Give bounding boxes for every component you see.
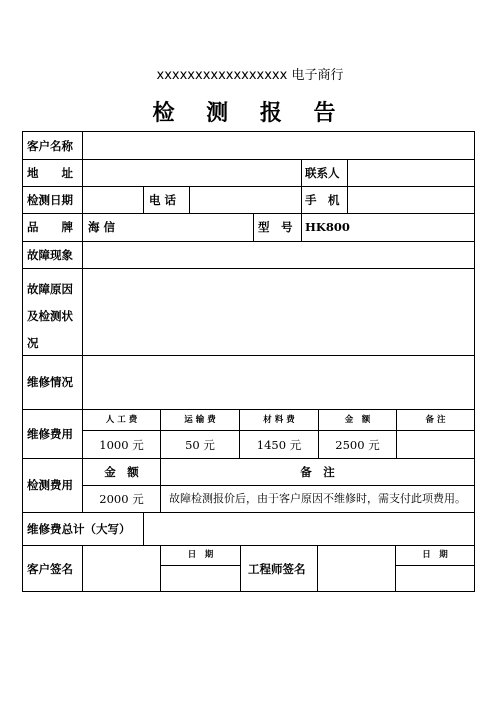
test-amount-header: 金 额 (104, 464, 139, 479)
customer-sign-field[interactable] (83, 545, 160, 592)
test-amount-value: 2000 元 (99, 492, 144, 506)
labor-cost-header: 人 工 费 (105, 414, 138, 425)
mobile-label: 手 机 (305, 192, 340, 207)
transport-cost-header: 运 输 费 (184, 414, 216, 425)
material-cost-value: 1450 元 (256, 437, 302, 452)
repair-label: 维修情况 (27, 375, 73, 389)
engineer-sign-label: 工程师签名 (248, 561, 306, 576)
date-label-1: 日 期 (187, 550, 214, 560)
phone-field[interactable] (190, 186, 301, 213)
address-field[interactable] (83, 159, 301, 186)
material-cost-header: 材 料 费 (263, 414, 295, 425)
contact-field[interactable] (348, 159, 474, 186)
repair-note-value[interactable] (397, 431, 474, 458)
contact-label: 联系人 (305, 165, 340, 180)
customer-sign-label: 客户签名 (27, 561, 73, 576)
labor-cost-value: 1000 元 (99, 437, 144, 452)
test-note-header: 备 注 (300, 464, 335, 479)
repair-field[interactable] (83, 355, 474, 409)
test-cost-label: 检测费用 (27, 478, 73, 492)
brand-label: 品 牌 (27, 220, 73, 234)
brand-value: 海 信 (88, 220, 116, 234)
model-label: 型 号 (258, 220, 293, 234)
test-date-label: 检测日期 (27, 192, 73, 207)
page-title: 检 测 报 告 (152, 100, 348, 126)
repair-cost-label: 维修费用 (27, 426, 73, 441)
cause-label: 故障原因及检测状况 (27, 282, 73, 350)
mobile-field[interactable] (348, 186, 474, 213)
engineer-sign-field[interactable] (318, 545, 395, 592)
amount-value: 2500 元 (335, 437, 380, 452)
test-date-field[interactable] (83, 186, 143, 213)
test-note-value: 故障检测报价后，由于客户原因不维修时，需支付此项费用。 (169, 492, 466, 505)
customer-date-field[interactable] (161, 566, 240, 592)
customer-name-field[interactable] (83, 132, 474, 159)
amount-header: 金 额 (344, 414, 371, 425)
cause-field[interactable] (83, 268, 474, 355)
total-field[interactable] (144, 512, 474, 545)
address-label: 地 址 (27, 165, 73, 180)
fault-label: 故障现象 (27, 247, 73, 262)
fault-field[interactable] (83, 241, 474, 268)
total-label: 维修费总计（大写） (27, 521, 131, 536)
model-value: HK800 (305, 220, 350, 234)
phone-label: 电 话 (149, 192, 177, 207)
company-name: xxxxxxxxxxxxxxxxx 电子商行 (156, 68, 344, 83)
customer-name-label: 客户名称 (27, 138, 73, 153)
repair-note-header: 备 注 (425, 414, 446, 425)
date-label-2: 日 期 (422, 550, 448, 560)
transport-cost-value: 50 元 (185, 437, 215, 452)
engineer-date-field[interactable] (396, 566, 474, 592)
